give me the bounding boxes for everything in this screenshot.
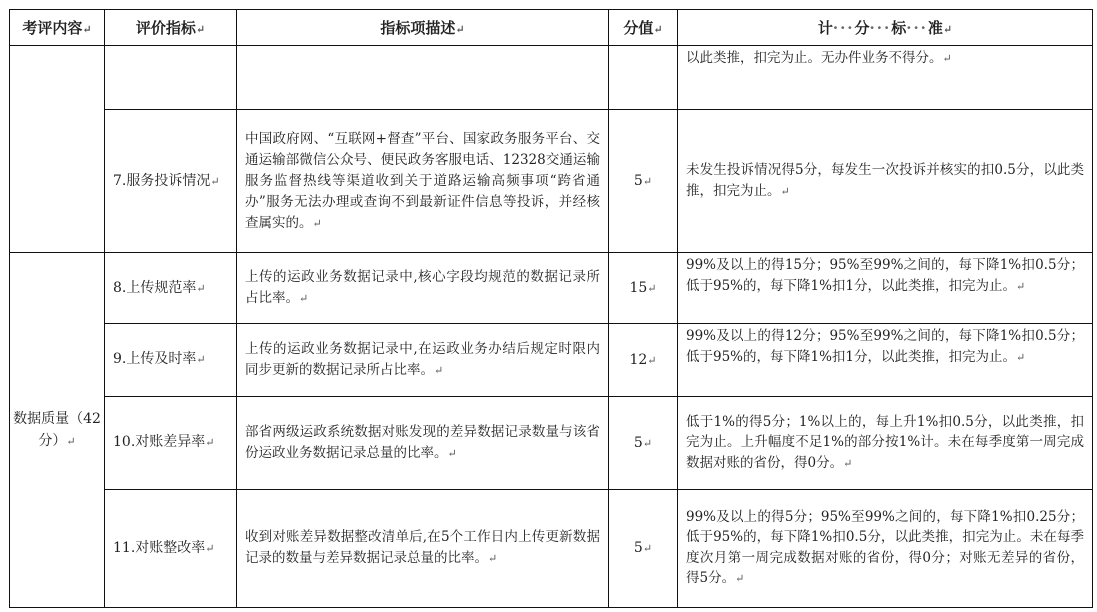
- criteria-cell: 低于1%的得5分；1%以上的，每上升1%扣0.5分，以此类推，扣完为止。上升幅度不足1%的部分按1%计。未在每季度第一周完成数据对账的省份，得0分。↵: [678, 396, 1093, 489]
- indicator-cell: [105, 46, 237, 110]
- criteria-cell: 99%及以上的得15分；95%至99%之间的，每下降1%扣0.5分；低于95%的，每下降1%扣1分，以此类推，扣完为止。↵: [678, 253, 1093, 324]
- description-cell: 中国政府网、“互联网+督查”平台、国家政务服务平台、交通运输部微信公众号、便民政务客服电话、12328交通运输服务监督热线等渠道收到关于道路运输高频事项“跨省通办”服务无法办理或查询不到最新证件信息等投诉，并经核查属实的。↵: [237, 109, 609, 252]
- header-row: [10, 10, 1093, 46]
- category-cell: [10, 46, 105, 253]
- score-cell: 15↵: [609, 253, 678, 324]
- criteria-cell: 未发生投诉情况得5分，每发生一次投诉并核实的扣0.5分，以此类推，扣完为止。↵: [678, 109, 1093, 252]
- criteria-cell: 99%及以上的得12分；95%至99%之间的，每下降1%扣0.5分；低于95%的，每下降1%扣1分，以此类推，扣完为止。↵: [678, 324, 1093, 397]
- header-category: 考评内容↵: [10, 10, 105, 46]
- table-row: [10, 324, 1093, 397]
- description-cell: 上传的运政业务数据记录中,核心字段均规范的数据记录所占比率。↵: [237, 253, 609, 324]
- description-cell: 收到对账差异数据整改清单后,在5个工作日内上传更新数据记录的数量与差异数据记录总量的比率。↵: [237, 489, 609, 607]
- header-indicator: 评价指标↵: [105, 10, 237, 46]
- score-cell: 5↵: [609, 396, 678, 489]
- indicator-cell: 8.上传规范率↵: [105, 253, 237, 324]
- header-description: 指标项描述↵: [237, 10, 609, 46]
- score-cell: 12↵: [609, 324, 678, 397]
- indicator-cell: 9.上传及时率↵: [105, 324, 237, 397]
- header-criteria: 计···分···标···准↵: [678, 10, 1093, 46]
- criteria-cell: 以此类推，扣完为止。无办件业务不得分。↵: [678, 46, 1093, 110]
- description-cell: 部省两级运政系统数据对账发现的差异数据记录数量与该省份运政业务数据记录总量的比率。↵: [237, 396, 609, 489]
- header-score: 分值↵: [609, 10, 678, 46]
- category-cell: 数据质量（42分）↵: [10, 253, 105, 608]
- score-cell: [609, 46, 678, 110]
- table-row: [10, 396, 1093, 489]
- table-row: [10, 489, 1093, 607]
- table-row: [10, 46, 1093, 110]
- description-cell: [237, 46, 609, 110]
- score-cell: 5↵: [609, 489, 678, 607]
- table-row: [10, 109, 1093, 252]
- evaluation-table: [9, 9, 1093, 608]
- table-row: [10, 253, 1093, 324]
- description-cell: 上传的运政业务数据记录中,在运政业务办结后规定时限内同步更新的数据记录所占比率。↵: [237, 324, 609, 397]
- criteria-cell: 99%及以上的得5分；95%至99%之间的，每下降1%扣0.25分；低于95%的，每下降1%扣0.5分，以此类推，扣完为止。未在每季度次月第一周完成数据对账的省份，得0分；对账无差异的省份，得5分。↵: [678, 489, 1093, 607]
- indicator-cell: 7.服务投诉情况↵: [105, 109, 237, 252]
- indicator-cell: 10.对账差异率↵: [105, 396, 237, 489]
- indicator-cell: 11.对账整改率↵: [105, 489, 237, 607]
- score-cell: 5↵: [609, 109, 678, 252]
